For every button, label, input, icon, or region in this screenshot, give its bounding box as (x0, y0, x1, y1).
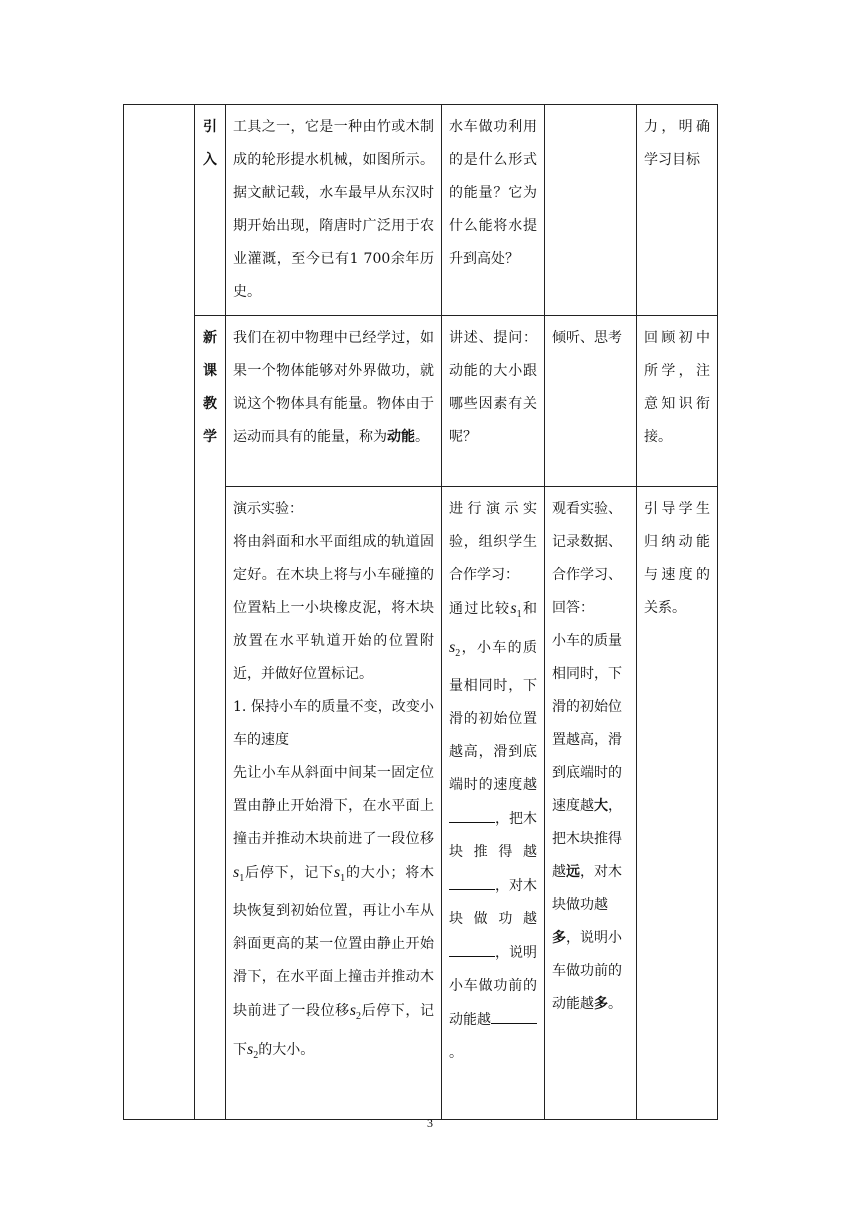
fill-in-blank (449, 869, 495, 890)
stage-char: 学 (203, 429, 217, 445)
stage-label-new-lesson (195, 316, 226, 1120)
row-new-lesson (124, 316, 718, 487)
variable-s1 (333, 864, 346, 885)
design-intent-text: 力，明确学习目标 (644, 119, 710, 168)
teacher-text: 和 (521, 601, 538, 617)
teacher-activity-question (449, 592, 537, 1070)
design-intent-cell (637, 316, 718, 487)
stage-label-introduction (195, 105, 226, 316)
content-cell (226, 487, 442, 1120)
variable-s1 (233, 864, 245, 885)
variable-s2 (449, 639, 461, 660)
student-text: ，把木块推得越 (552, 798, 622, 880)
teacher-text: 。 (449, 1045, 463, 1062)
student-activity-text: 观看实验、记录数据、合作学习、回答： (552, 501, 622, 616)
teacher-text: ，把木块推得越 (449, 811, 537, 861)
page-number: 3 (427, 1116, 433, 1130)
design-intent-text: 引导学生归纳动能与速度的关系。 (644, 501, 710, 616)
content-text: 我们在初中物理中已经学过，如果一个物体能够对外界做功，就说这个物体具有能量。物体由于运动而具有的能量，称为 (233, 330, 434, 445)
content-step: 1. 保持小车的质量不变，改变小车的速度 (233, 699, 434, 748)
stage-char: 入 (203, 152, 217, 168)
content-text: 先让小车从斜面中间某一固定位置由静止开始滑下，在水平面上撞击并推动木块前进了一段位移 (233, 765, 434, 847)
design-intent-text: 回顾初中所学，注意知识衔接。 (644, 330, 710, 445)
teacher-activity-text: 进行演示实验，组织学生合作学习： (449, 501, 537, 583)
lesson-plan-table (123, 104, 718, 1120)
content-heading: 演示实验： (233, 501, 303, 517)
teacher-text: ，小车的质量相同时，下滑的初始位置越高，滑到底端时的速度越 (449, 640, 537, 794)
key-term-kinetic-energy: 动能 (387, 429, 415, 445)
content-text: 。 (415, 429, 429, 445)
var-letter: s (233, 864, 240, 881)
answer-keyword: 大 (594, 798, 608, 814)
var-subscript: 1 (239, 873, 245, 885)
student-text: ，对木块做功越 (552, 864, 622, 913)
var-subscript: 2 (455, 648, 461, 660)
content-text: 的大小。 (258, 1042, 315, 1059)
teacher-activity-cell (442, 105, 545, 316)
stage-char: 引 (203, 119, 217, 135)
content-paragraph (233, 757, 434, 1073)
content-text: 后停下，记下 (233, 1003, 435, 1059)
student-activity-cell (545, 316, 637, 487)
var-letter: s (349, 1002, 357, 1020)
teacher-activity-cell (442, 487, 545, 1120)
var-subscript: 2 (253, 1050, 259, 1062)
stage-char: 新 (203, 330, 217, 346)
answer-keyword: 多 (594, 996, 608, 1012)
fill-in-blank (449, 936, 495, 957)
fill-in-blank (491, 1003, 537, 1024)
design-intent-cell (637, 105, 718, 316)
var-subscript: 2 (356, 1011, 362, 1023)
var-subscript: 1 (516, 609, 522, 621)
teacher-text: ，说明小车做功前的动能越 (449, 945, 537, 1029)
blank-column-cell (124, 105, 195, 1120)
student-activity-text: 倾听、思考 (552, 330, 622, 346)
student-text: 小车的质量相同时，下滑的初始位置越高，滑到底端时的速度越 (552, 633, 622, 814)
row-introduction (124, 105, 718, 316)
content-text: 工具之一，它是一种由竹或木制成的轮形提水机械，如图所示。据文献记载，水车最早从东汉时期开始出现，隋唐时广泛用于农业灌溉，至今已有1 700余年历史。 (233, 119, 434, 300)
teacher-activity-text: 讲述、提问：动能的大小跟哪些因素有关呢？ (449, 330, 537, 445)
variable-s1 (510, 600, 522, 621)
variable-s2 (349, 1002, 362, 1023)
var-letter: s (247, 1041, 254, 1059)
student-text: 。 (608, 996, 622, 1012)
answer-keyword: 多 (552, 930, 566, 946)
teacher-activity-text: 水车做功利用的是什么形式的能量？它为什么能将水提升到高处？ (449, 119, 537, 267)
content-cell (226, 105, 442, 316)
answer-keyword: 远 (566, 864, 580, 880)
var-subscript: 1 (340, 873, 346, 885)
student-activity-cell (545, 105, 637, 316)
student-answer (552, 625, 629, 1021)
content-paragraph: 将由斜面和水平面组成的轨道固定好。在木块上将与小车碰撞的位置粘上一小块橡皮泥，将木块放置在水平轨道开始的位置附近，并做好位置标记。 (233, 534, 434, 682)
content-text: 的大小；将木块恢复到初始位置，再让小车从斜面更高的某一位置由静止开始滑下，在水平面上撞击并推动木块前进了一段位移 (233, 865, 435, 1020)
var-letter: s (333, 864, 341, 881)
content-text: 后停下，记下 (244, 865, 334, 881)
fill-in-blank (449, 802, 495, 823)
var-letter: s (449, 639, 456, 657)
teacher-text: ，对木块做功越 (449, 878, 537, 928)
stage-char: 课 (203, 363, 217, 379)
teacher-text: 通过比较 (449, 601, 511, 617)
student-text: ，说明小车做功前的动能越 (552, 930, 622, 1012)
design-intent-cell (637, 487, 718, 1120)
stage-char: 教 (203, 396, 217, 412)
variable-s2 (247, 1041, 259, 1062)
content-cell (226, 316, 442, 487)
var-letter: s (510, 600, 517, 617)
student-activity-cell (545, 487, 637, 1120)
teacher-activity-cell (442, 316, 545, 487)
